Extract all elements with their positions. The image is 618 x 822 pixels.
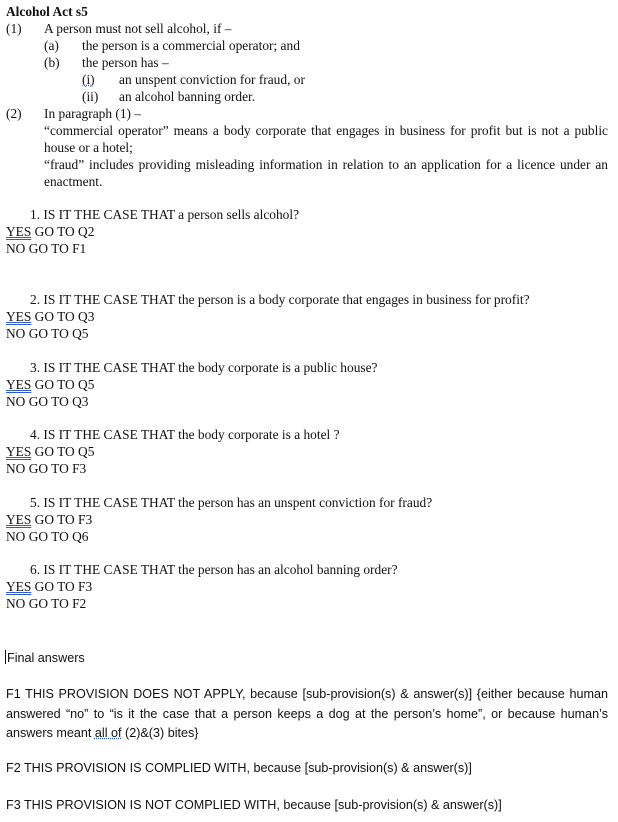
subparagraph-ii-number: (ii) [82, 89, 99, 104]
yes-label: YES [6, 579, 32, 594]
f1-text-end: (2)&(3) bites} [121, 726, 199, 741]
yes-label: YES [6, 444, 32, 459]
final-answers-label: Final answers [7, 651, 85, 665]
yes-label: YES [6, 224, 32, 239]
yes-target: GO TO F3 [31, 579, 93, 594]
yes-label: YES [6, 512, 32, 527]
subparagraph-ii-text: an alcohol banning order. [119, 89, 256, 104]
question-1: 1. IS IT THE CASE THAT a person sells alcohol? [30, 207, 300, 222]
yes-target: GO TO Q5 [31, 444, 95, 459]
question-2-yes [6, 309, 94, 326]
final-answer-f3: F3 THIS PROVISION IS NOT COMPLIED WITH, because [sub-provision(s) & answer(s)] [6, 798, 502, 812]
question-2: 2. IS IT THE CASE THAT the person is a body corporate that engages in business for profit? [30, 292, 530, 307]
subparagraph-i-number: (i) [82, 72, 95, 87]
question-5-no: NO GO TO Q6 [6, 529, 89, 544]
question-4-yes [6, 444, 94, 461]
paragraph-b-text: the person has – [82, 55, 169, 70]
question-5: 5. IS IT THE CASE THAT the person has an unspent conviction for fraud? [30, 495, 433, 510]
yes-target: GO TO Q2 [31, 224, 95, 239]
definition-commercial-operator: “commercial operator” means a body corporate that engages in business for profit but is not a public house or a hotel; [44, 123, 608, 155]
question-2-no: NO GO TO Q5 [6, 326, 89, 341]
subsection-2-number: (2) [6, 106, 22, 121]
question-4: 4. IS IT THE CASE THAT the body corporate is a hotel ? [30, 427, 340, 442]
subsection-2-text: In paragraph (1) – [44, 106, 142, 121]
yes-target: GO TO F3 [31, 512, 93, 527]
yes-label: YES [6, 377, 32, 392]
question-3: 3. IS IT THE CASE THAT the body corporate is a public house? [30, 360, 378, 375]
definition-fraud: “fraud” includes providing misleading information in relation to an application for a licence under an enactment. [44, 157, 608, 189]
question-5-yes [6, 512, 92, 529]
f1-all-of: all of [94, 726, 122, 741]
final-answer-f1 [6, 685, 608, 744]
yes-target: GO TO Q5 [31, 377, 95, 392]
question-6-no: NO GO TO F2 [6, 596, 87, 611]
f1-text: F1 THIS PROVISION DOES NOT APPLY, because [sub-provision(s) & answer(s)] {either because human answered “no” to “is it the case that a person keeps a dog at the person’s home”, or because human’s answers meant [6, 687, 608, 741]
text-cursor [5, 650, 6, 664]
yes-target: GO TO Q3 [31, 309, 95, 324]
question-4-no: NO GO TO F3 [6, 461, 87, 476]
question-3-no: NO GO TO Q3 [6, 394, 89, 409]
question-6: 6. IS IT THE CASE THAT the person has an alcohol banning order? [30, 562, 398, 577]
paragraph-a-text: the person is a commercial operator; and [82, 38, 300, 53]
paragraph-b-number: (b) [44, 55, 60, 70]
final-answer-f2: F2 THIS PROVISION IS COMPLIED WITH, because [sub-provision(s) & answer(s)] [6, 761, 472, 775]
question-6-yes [6, 579, 92, 596]
final-answers-heading[interactable] [5, 649, 85, 669]
paragraph-a-number: (a) [44, 38, 59, 53]
question-3-yes [6, 377, 94, 394]
subsection-1-text: A person must not sell alcohol, if – [44, 21, 232, 36]
question-1-no: NO GO TO F1 [6, 241, 87, 256]
subsection-1-number: (1) [6, 21, 22, 36]
question-1-yes [6, 224, 94, 241]
subparagraph-i-text: an unspent conviction for fraud, or [119, 72, 305, 87]
yes-label: YES [6, 309, 32, 324]
statute-title: Alcohol Act s5 [6, 4, 88, 19]
